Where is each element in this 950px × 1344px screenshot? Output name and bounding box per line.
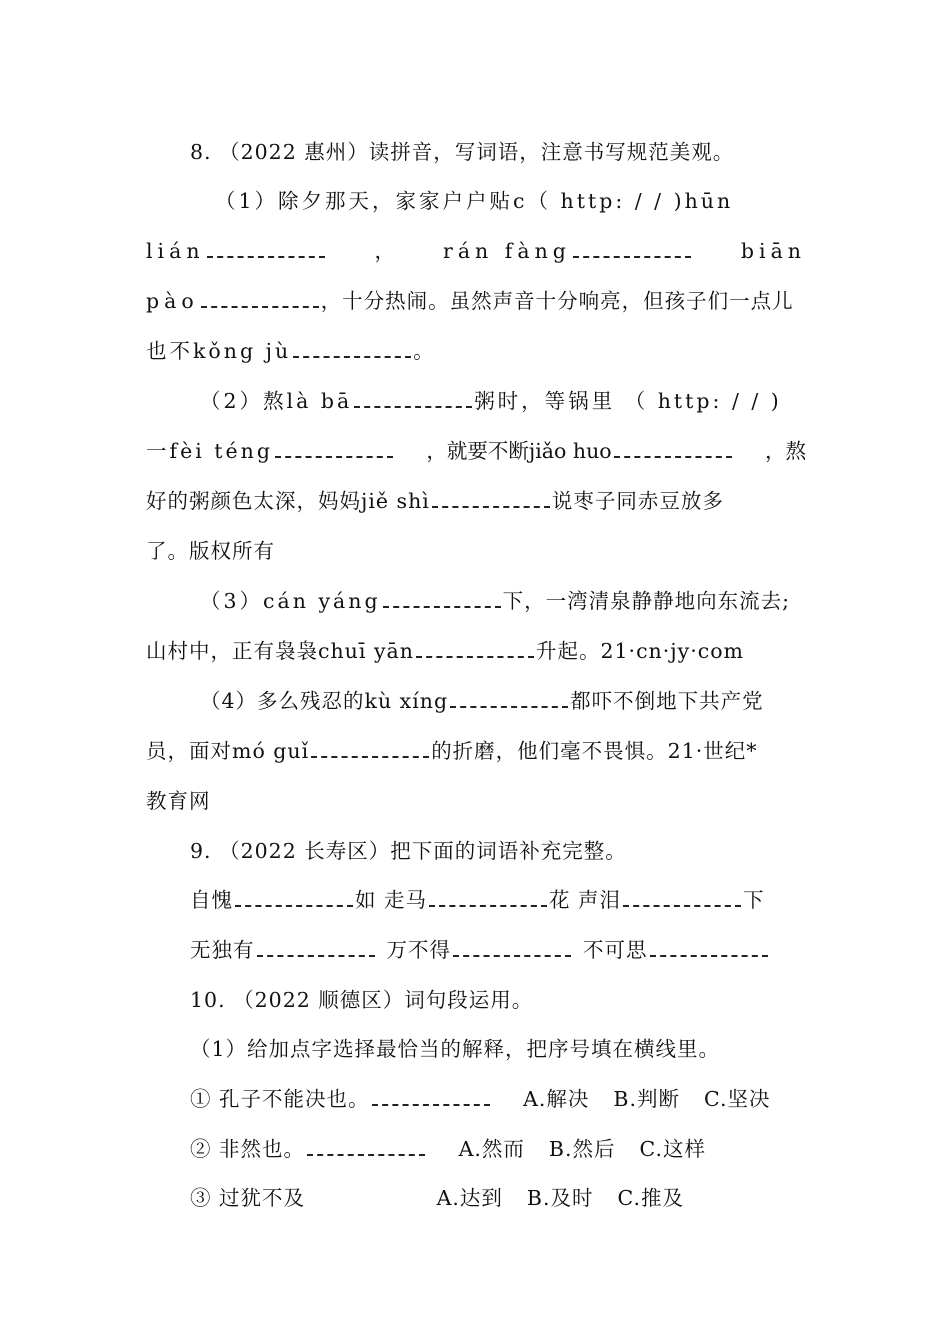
answer-blank[interactable] (429, 891, 547, 907)
idiom-part: 万不得 (386, 938, 451, 962)
q8-p1-text: ，十分热闹。虽然声音十分响亮，但孩子们一点儿 (320, 289, 794, 313)
q8-p1-line1: （1）除夕那天，家家户户贴c（ http: / / )hūn (215, 189, 734, 213)
pinyin-ranfang: rán fàng (443, 239, 571, 263)
answer-blank[interactable] (416, 642, 534, 658)
q10-item-3 (190, 1183, 684, 1213)
answer-blank[interactable] (235, 891, 353, 907)
q8-p1-line3 (146, 286, 794, 316)
q8-p4-text2: 的折磨，他们毫不畏惧。21·世纪* (431, 739, 758, 763)
option-c: C.坚决 (703, 1087, 771, 1111)
q8-p4-line3: 教育网 (146, 789, 211, 813)
answer-blank[interactable] (453, 941, 571, 957)
answer-blank[interactable] (311, 742, 429, 758)
q8-p2-line4: 了。版权所有 (146, 539, 275, 563)
q8-p2-jiaohuo: ，就要不断jiǎo huo (426, 439, 612, 463)
q8-p1-kongju: 也不kǒng jù (146, 339, 292, 363)
q8-p2-line2 (146, 436, 806, 466)
pinyin-lian: lián (146, 239, 205, 263)
idiom-part: 花 声泪 (549, 888, 622, 912)
q10-sub1: （1）给加点字选择最恰当的解释，把序号填在横线里。 (190, 1037, 721, 1061)
idiom-part: 如 走马 (355, 888, 428, 912)
q9-row1 (190, 885, 765, 915)
answer-blank[interactable] (207, 242, 325, 258)
q8-p2-ao: ，熬 (765, 439, 806, 463)
answer-blank[interactable] (307, 1140, 425, 1156)
idiom-part: 下 (743, 888, 765, 912)
idiom-part: 自愧 (190, 888, 233, 912)
comma: ， (374, 239, 396, 263)
q10-item-1 (190, 1084, 770, 1114)
q8-p4-mogui: 员，面对mó guǐ (146, 739, 310, 763)
item-text: ① 孔子不能决也。 (190, 1087, 370, 1111)
q8-p2-laba: （2）熬là bā (200, 389, 353, 413)
option-a: A.达到 (436, 1186, 503, 1210)
answer-blank[interactable] (383, 592, 501, 608)
q8-p3-canyang: （3）cán yáng (200, 589, 381, 613)
q8-p1-line4 (146, 336, 434, 366)
answer-blank[interactable] (354, 392, 472, 408)
option-a: A.解决 (523, 1087, 590, 1111)
q8-p4-text: 都吓不倒地下共产党 (570, 689, 764, 713)
answer-blank[interactable] (650, 941, 768, 957)
answer-blank[interactable] (573, 242, 691, 258)
pinyin-bian: biān (740, 239, 806, 263)
q8-p1-line2 (146, 236, 806, 266)
q8-p3-chuiyan: 山村中，正有袅袅chuī yān (146, 639, 414, 663)
answer-blank[interactable] (201, 292, 319, 308)
q8-p4-line1 (200, 686, 764, 716)
q10-item-2 (190, 1134, 706, 1164)
q8-p4-kuxing: （4）多么残忍的kù xíng (200, 689, 449, 713)
item-text: ② 非然也。 (190, 1137, 306, 1161)
option-c: C.这样 (639, 1137, 706, 1161)
q8-p2-line1 (200, 386, 782, 416)
pinyin-pao: pào (146, 289, 199, 313)
q8-heading: 8. （2022 惠州）读拼音，写词语，注意书写规范美观。 (190, 140, 735, 164)
answer-blank[interactable] (450, 692, 568, 708)
q8-p2-text2: 说枣子同赤豆放多 (551, 489, 724, 513)
q8-p4-line2 (146, 736, 758, 766)
answer-blank[interactable] (623, 891, 741, 907)
q9-heading: 9. （2022 长寿区）把下面的词语补充完整。 (190, 839, 627, 863)
answer-blank[interactable] (614, 442, 732, 458)
answer-blank[interactable] (432, 492, 550, 508)
answer-blank[interactable] (257, 941, 375, 957)
q8-p3-line2 (146, 636, 744, 666)
q8-p3-text: 下，一湾清泉静静地向东流去; (502, 589, 791, 613)
q8-p3-text2: 升起。21·cn·jy·com (535, 639, 744, 663)
q8-p2-text: 粥时，等锅里 （ http: / / ) (474, 389, 782, 413)
answer-blank[interactable] (372, 1090, 490, 1106)
idiom-part: 无独有 (190, 938, 255, 962)
period: 。 (413, 339, 434, 363)
item-text: ③ 过犹不及 (190, 1186, 306, 1210)
idiom-part: 不可思 (583, 938, 648, 962)
option-c: C.推及 (617, 1186, 684, 1210)
q8-p2-jieshi: 好的粥颜色太深，妈妈jiě shì (146, 489, 430, 513)
q9-row2 (190, 935, 770, 965)
option-b: B.及时 (526, 1186, 594, 1210)
answer-blank[interactable] (275, 442, 393, 458)
q8-p3-line1 (200, 586, 790, 616)
option-b: B.判断 (613, 1087, 680, 1111)
option-b: B.然后 (548, 1137, 616, 1161)
option-a: A.然而 (458, 1137, 525, 1161)
q8-p2-feiteng: 一fèi téng (146, 439, 273, 463)
answer-blank[interactable] (293, 342, 411, 358)
q8-p2-line3 (146, 486, 724, 516)
q10-heading: 10. （2022 顺德区）词句段运用。 (190, 988, 534, 1012)
